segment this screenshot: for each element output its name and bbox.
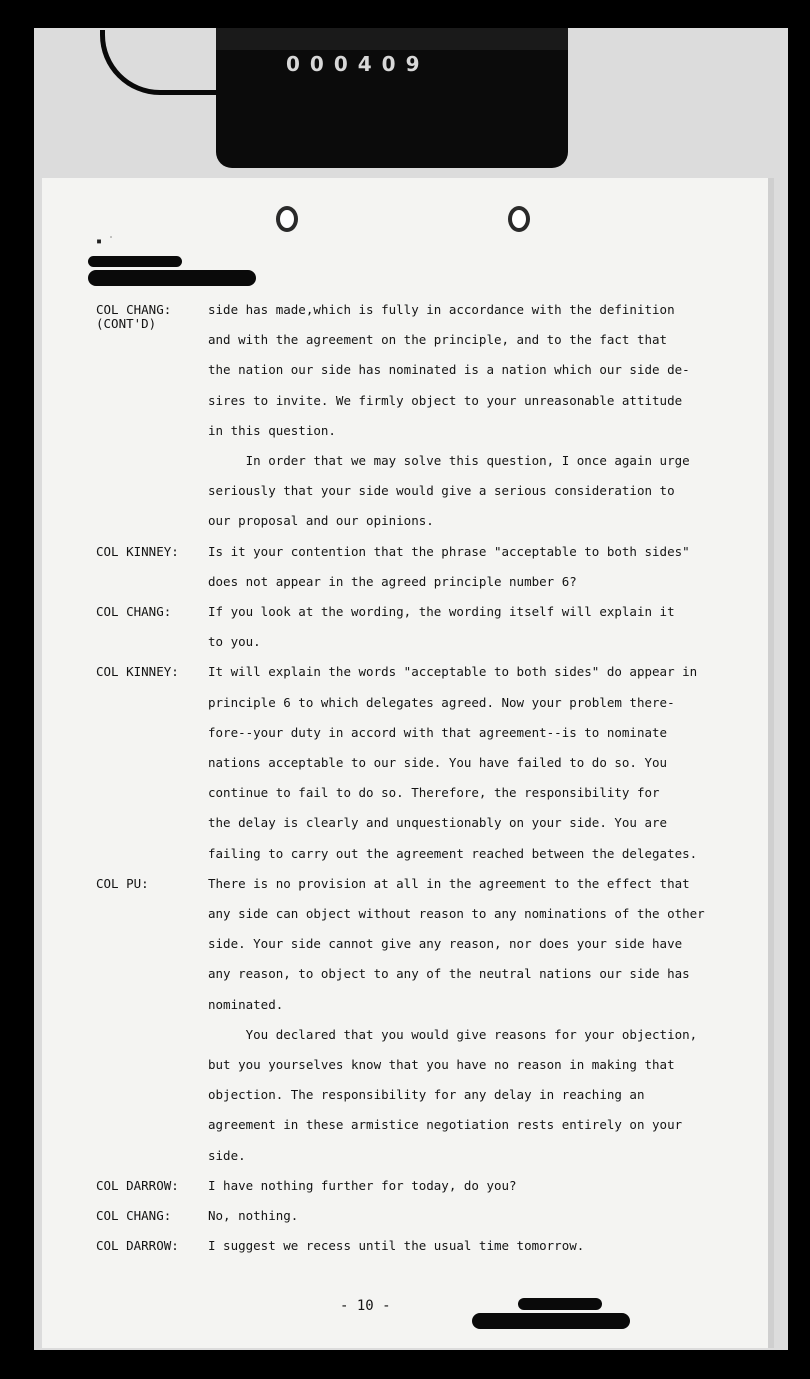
transcript-line: our proposal and our opinions.	[208, 513, 434, 528]
speaker-label: COL KINNEY:	[96, 664, 179, 679]
header-classification-redacted	[88, 270, 256, 286]
transcript-line: No, nothing.	[208, 1208, 299, 1223]
transcript-line: to you.	[208, 634, 261, 649]
transcript-line: in this question.	[208, 423, 336, 438]
footer-classification-redacted	[472, 1313, 630, 1329]
transcript-line: but you yourselves know that you have no reason in making that	[208, 1057, 675, 1072]
speaker-label: COL DARROW:	[96, 1178, 179, 1193]
transcript-line: side. Your side cannot give any reason, nor does your side have	[208, 936, 683, 951]
transcript-line: does not appear in the agreed principle number 6?	[208, 574, 577, 589]
transcript-line: You declared that you would give reasons for your objection,	[208, 1027, 698, 1042]
transcript-line: In order that we may solve this question, I once again urge	[208, 453, 690, 468]
binder-clip	[216, 28, 568, 168]
transcript-line: I have nothing further for today, do you?	[208, 1178, 517, 1193]
header-redaction-bar	[88, 256, 182, 267]
transcript-line: nations acceptable to our side. You have failed to do so. You	[208, 755, 668, 770]
punch-hole-right	[508, 206, 530, 232]
transcript-line: seriously that your side would give a serious consideration to	[208, 483, 675, 498]
marginal-marks: ▪ ˙	[96, 236, 115, 247]
transcript-line: any reason, to object to any of the neutral nations our side has	[208, 966, 690, 981]
transcript-line: It will explain the words "acceptable to both sides" do appear in	[208, 664, 698, 679]
transcript-line: and with the agreement on the principle, and to the fact that	[208, 332, 668, 347]
transcript-line: I suggest we recess until the usual time tomorrow.	[208, 1238, 585, 1253]
punch-hole-left	[276, 206, 298, 232]
speaker-label: COL KINNEY:	[96, 544, 179, 559]
transcript-line: nominated.	[208, 997, 284, 1012]
serial-number-stamp: 000409	[286, 52, 430, 76]
transcript-line: side.	[208, 1148, 246, 1163]
speaker-continued-label: (CONT'D)	[96, 316, 157, 331]
page-number: - 10 -	[340, 1298, 391, 1314]
transcript-line: the nation our side has nominated is a nation which our side de-	[208, 362, 690, 377]
transcript-line: Is it your contention that the phrase "acceptable to both sides"	[208, 544, 690, 559]
speaker-label: COL DARROW:	[96, 1238, 179, 1253]
transcript-line: If you look at the wording, the wording itself will explain it	[208, 604, 675, 619]
speaker-label: COL CHANG:	[96, 604, 172, 619]
speaker-label: COL PU:	[96, 876, 149, 891]
speaker-label: COL CHANG:	[96, 1208, 172, 1223]
footer-redaction-bar	[518, 1298, 602, 1310]
transcript-line: failing to carry out the agreement reached between the delegates.	[208, 846, 698, 861]
transcript-line: agreement in these armistice negotiation rests entirely on your	[208, 1117, 683, 1132]
transcript-line: principle 6 to which delegates agreed. Now your problem there-	[208, 695, 675, 710]
transcript-line: side has made,which is fully in accordance with the definition	[208, 302, 675, 317]
transcript-line: the delay is clearly and unquestionably on your side. You are	[208, 815, 668, 830]
transcript-line: There is no provision at all in the agreement to the effect that	[208, 876, 690, 891]
transcript-line: continue to fail to do so. Therefore, the responsibility for	[208, 785, 660, 800]
speaker-label: COL CHANG:	[96, 302, 172, 317]
transcript-line: sires to invite. We firmly object to your unreasonable attitude	[208, 393, 683, 408]
transcript-line: any side can object without reason to any nominations of the other	[208, 906, 705, 921]
transcript-line: objection. The responsibility for any delay in reaching an	[208, 1087, 645, 1102]
transcript-line: fore--your duty in accord with that agreement--is to nominate	[208, 725, 668, 740]
